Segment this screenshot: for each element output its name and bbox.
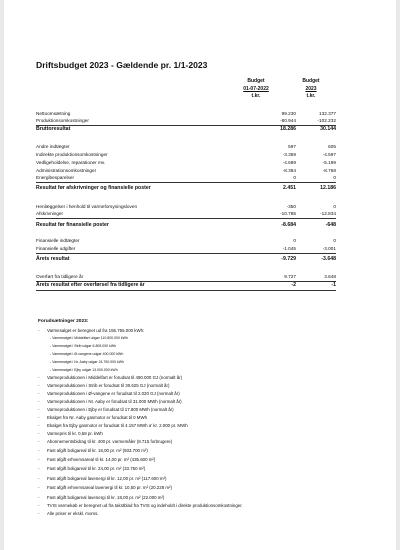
value-2022: -2: [291, 282, 296, 288]
document-title: Driftsbudget 2023 - Gældende pr. 1/1-2023: [36, 60, 208, 70]
row-label: Nettoomsætning: [36, 111, 71, 116]
assumption-text: Fast afgift boligareal til kr. 16,00 pr. m² (933.700 m²): [47, 447, 148, 453]
assumption-text: - Varmesalget i Ø-vangene udgør 400.000 kWh: [50, 351, 124, 356]
value-2022: 18.286: [280, 126, 296, 132]
value-2022: -1.045: [282, 246, 296, 251]
budget-row: [36, 151, 336, 159]
value-2023: 605: [328, 144, 336, 149]
row-label: Indirekte produktionsomkostninger: [36, 152, 108, 157]
value-2022: -9.729: [281, 256, 296, 262]
row-label: Resultat før afskrivninger og finansielle poster: [36, 185, 151, 191]
budget-row: [36, 117, 336, 126]
value-2022: -4.689: [282, 160, 296, 165]
column-header-line: 01-07-2022: [243, 85, 269, 92]
assumption-text: - Varmesalget i Strib udgør 6.805.000 kWh: [50, 343, 117, 348]
assumption-text: Varmeproduktionen i Strib er forudsat til 30.625 GJ (normalt år): [47, 383, 170, 389]
value-2022: -80.944: [280, 118, 296, 123]
assumption-item: [38, 382, 378, 390]
row-label: Administrationsomkostninger: [36, 168, 97, 173]
assumption-subitem: [38, 343, 378, 351]
assumption-item: [38, 493, 378, 502]
column-header-line: Budget: [302, 78, 320, 84]
value-2023: 0: [333, 238, 336, 243]
value-2022: 0: [293, 175, 296, 180]
bullet-dash: -: [38, 494, 40, 500]
budget-row: [36, 245, 336, 254]
budget-row: [36, 237, 336, 245]
assumptions-title: Forudsætninger 2023:: [38, 319, 89, 324]
row-label: Finansielle indtægter: [36, 238, 80, 243]
subtotal-row: [36, 256, 336, 264]
row-label: Energibesparelser: [36, 175, 75, 180]
value-2023: -1: [331, 282, 336, 288]
value-2023: -3.648: [321, 256, 336, 262]
value-2023: 12.186: [320, 185, 336, 191]
column-header-budget-2022: [239, 78, 273, 101]
row-label: Resultat før finansielle poster: [36, 222, 109, 228]
value-2023: -5.199: [322, 160, 336, 165]
assumption-text: Ekalget fra Nr. Aaby gasmotor er forudsat til 0 MWh: [47, 414, 148, 420]
assumption-subitem: [38, 351, 378, 359]
bullet-dash: -: [38, 466, 40, 472]
value-2023: 30.144: [320, 126, 336, 132]
value-2022: -8.384: [282, 168, 296, 173]
value-2023: -8.768: [322, 168, 336, 173]
bullet-dash: -: [38, 430, 40, 436]
bullet-dash: -: [38, 457, 40, 462]
assumptions-list: [38, 327, 378, 518]
assumption-text: Varmeproduktionen i Ø-vangene er forudsat til 2.020 GJ (normalt år): [47, 391, 180, 397]
budget-row: [36, 174, 336, 183]
bullet-dash: -: [38, 485, 40, 491]
value-2022: -10.785: [280, 211, 296, 216]
assumption-item: [38, 502, 378, 510]
assumption-text: Fast afgift erhvervsareal lavenergi til kr. 10,50 pr. m² (20.228 m²): [47, 485, 172, 491]
total-row: [36, 282, 336, 291]
budget-row: [36, 210, 336, 219]
row-label: Overført fra tidligere år: [36, 274, 84, 279]
value-2022: -8.684: [281, 222, 296, 228]
assumption-subitem: [38, 367, 378, 375]
column-header-line: t.kr.: [306, 93, 316, 100]
value-2023: -102.232: [317, 118, 336, 123]
assumption-text: Fast afgift erhvervsareal til kr. 14,00 pr. m² (435.600 m²): [47, 457, 156, 462]
row-label: Finansielle udgifter: [36, 246, 76, 251]
assumption-item: [38, 510, 378, 518]
budget-row: [36, 159, 336, 167]
row-label: Produktionsomkostninger: [36, 118, 89, 123]
column-header-line: 2023: [305, 85, 317, 92]
value-2023: -12.834: [320, 211, 336, 216]
column-header-budget-2023: [294, 78, 328, 101]
bullet-dash: -: [38, 407, 40, 413]
assumption-item: [38, 483, 378, 492]
assumption-text: Varmeproduktionen i Nr. Aaby er forudsat til 31.000 MWh (normalt år): [47, 399, 182, 405]
bullet-dash: -: [38, 422, 40, 428]
bullet-dash: -: [38, 399, 40, 405]
assumption-item: [38, 398, 378, 406]
assumption-item: [38, 374, 378, 382]
value-2023: 0: [333, 204, 336, 209]
assumption-item: [38, 464, 378, 473]
bullet-dash: -: [38, 510, 40, 516]
value-2023: -648: [325, 222, 336, 228]
assumption-item: [38, 438, 378, 446]
assumption-text: - Varmesalget i Middelfart udgør 110.800.000 kWh: [50, 335, 128, 340]
assumption-item: [38, 390, 378, 398]
document-page: [4, 0, 396, 550]
value-2023: 132.377: [319, 111, 336, 116]
assumption-subitem: [38, 335, 378, 343]
assumption-item: [38, 406, 378, 414]
assumption-text: Fast afgift boligareal til kr. 24,00 pr. m² (33.750 m²): [47, 466, 146, 472]
value-2022: 99.230: [281, 111, 296, 116]
assumption-text: Ekalget fra Ejby gasmotor er forudsat til 4.157 MWh a' kr. 2.000 pr. MWh: [47, 422, 188, 428]
bullet-dash: -: [38, 475, 40, 481]
value-2022: 597: [288, 144, 296, 149]
row-label: Årets resultat: [36, 256, 70, 262]
budget-row: [36, 143, 336, 151]
assumption-text: Varmeproduktionen i Middelfart er forudsat til 490.000 GJ (normalt år): [47, 375, 183, 381]
value-2022: -3.359: [282, 152, 296, 157]
row-label: Henlæggelser i henhold til varmeforsyningsloven: [36, 204, 138, 209]
value-2023: -4.597: [322, 152, 336, 157]
value-2022: 2.451: [283, 185, 296, 191]
value-2023: -3.001: [322, 246, 336, 251]
subtotal-row: [36, 185, 336, 193]
assumption-item: [38, 430, 378, 438]
assumption-item: [38, 327, 378, 335]
assumption-text: Fast afgift boligareal lavenergi til kr. 12,00 pr. m² (117.600 m²): [47, 475, 167, 481]
bullet-dash: -: [38, 438, 40, 444]
row-label: Vedligeholdelse, reparationer mv.: [36, 160, 106, 165]
assumption-text: Varmepris til kr. 0,58 pr. kWh: [47, 430, 103, 436]
assumption-text: Abonnementsbidrag til kr. 400 pr. varmemåler (8.715 forbrugere): [47, 438, 173, 444]
bullet-dash: -: [38, 503, 40, 509]
bullet-dash: -: [38, 391, 40, 397]
subtotal-row: [36, 222, 336, 230]
row-label: Andre indtægter: [36, 144, 70, 149]
assumption-item: [38, 414, 378, 422]
column-header-line: Budget: [247, 78, 265, 84]
assumption-text: Varmeproduktionen i Ejby er forudsat til 17.800 MWh (normalt år): [47, 407, 174, 413]
assumption-text: TVIS varmekøb er beregnet ud fra takstblad fra TVIS og indeholdt i direkte produktionsomkostninger.: [47, 503, 243, 509]
subtotal-row: [36, 126, 336, 134]
row-label: Bruttoresultat: [36, 126, 71, 132]
value-2023: 0: [333, 175, 336, 180]
value-2023: 3.648: [324, 274, 336, 279]
assumption-item: [38, 455, 378, 464]
bullet-dash: -: [38, 328, 40, 333]
bullet-dash: -: [38, 375, 40, 381]
value-2022: 0: [293, 238, 296, 243]
assumption-text: Alle priser er ekskl. moms.: [47, 510, 99, 516]
assumption-item: [38, 474, 378, 483]
value-2022: 9.727: [284, 274, 296, 279]
assumption-text: Varmesalget er beregnet ud fra 155.755.000 kWh:: [47, 328, 145, 333]
assumption-text: Fast afgift boligareal lavenergi til kr. 18,00 pr. m² (22.000 m²): [47, 494, 165, 500]
assumption-text: - Varmesalget i Nr. Aaby udgør 24.750.000 kWh: [50, 359, 125, 364]
bullet-dash: -: [38, 383, 40, 389]
bullet-dash: -: [38, 447, 40, 453]
row-label: Afskrivninger: [36, 211, 64, 216]
bullet-dash: -: [38, 414, 40, 420]
assumption-item: [38, 446, 378, 455]
value-2022: -350: [286, 204, 296, 209]
assumption-subitem: [38, 359, 378, 367]
budget-row: [36, 273, 336, 282]
row-label: Årets resultat efter overførsel fra tidligere år: [36, 282, 145, 288]
assumption-text: - Varmesalget i Ejby udgør 13.000.000 kWh: [50, 367, 118, 372]
assumption-item: [38, 422, 378, 430]
column-header-line: t.kr.: [251, 93, 261, 100]
